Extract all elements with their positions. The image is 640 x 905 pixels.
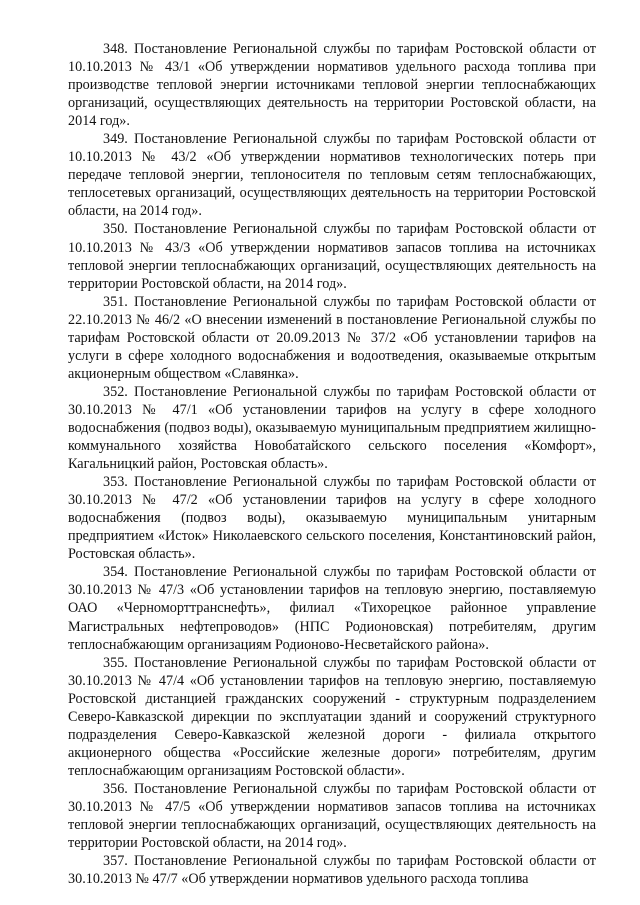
paragraph-354: 354. Постановление Региональной службы по тарифам Ростовской области от 30.10.2013 № 47/3 «Об установлении тарифов на тепловую энергию, поставляемую ОАО «Черноморттранснефть», филиал «Тихорецкое районное управление Магистральных нефтепроводов» (НПС Родионовская) потребителям, другим теплоснабжающим организациям Родионово-Несветайского района». bbox=[68, 564, 596, 653]
paragraph-357: 357. Постановление Региональной службы по тарифам Ростовской области от 30.10.2013 № 47/7 «Об утверждении нормативов удельного расхода топлива bbox=[68, 853, 596, 888]
paragraph-348: 348. Постановление Региональной службы по тарифам Ростовской области от 10.10.2013 № 43/1 «Об утверждении нормативов удельного расхода топлива при производстве тепловой энергии источниками тепловой энергии теплоснабжающих организаций, осуществляющих деятельность на территории Ростовской области, на 2014 год». bbox=[68, 41, 596, 130]
document-page bbox=[68, 40, 596, 888]
paragraph-349: 349. Постановление Региональной службы по тарифам Ростовской области от 10.10.2013 № 43/2 «Об утверждении нормативов технологических потерь при передаче тепловой энергии, теплоносителя по тепловым сетям теплоснабжающих, теплосетевых организаций, осуществляющих деятельность на территории Ростовской области, на 2014 год». bbox=[68, 131, 596, 220]
paragraph-356: 356. Постановление Региональной службы по тарифам Ростовской области от 30.10.2013 № 47/5 «Об утверждении нормативов запасов топлива на источниках тепловой энергии теплоснабжающих организаций, осуществляющих деятельность на территории Ростовской области, на 2014 год». bbox=[68, 780, 596, 852]
paragraph-355: 355. Постановление Региональной службы по тарифам Ростовской области от 30.10.2013 № 47/4 «Об установлении тарифов на тепловую энергию, поставляемую Ростовской дистанцией гражданских сооружений - структурным подразделением Северо-Кавказской дирекции по эксплуатации зданий и сооружений структурного подразделения Северо-Кавказской железной дороги - филиала открытого акционерного общества «Российские железные дороги» потребителям, другим теплоснабжающим организациям Ростовской области». bbox=[68, 654, 596, 779]
paragraph-352: 352. Постановление Региональной службы по тарифам Ростовской области от 30.10.2013 № 47/1 «Об установлении тарифов на услугу в сфере холодного водоснабжения (подвоз воды), оказываемую муниципальным предприятием жилищно-коммунального хозяйства Новобатайского сельского поселения «Комфорт», Кагальницкий район, Ростовская область». bbox=[68, 383, 596, 473]
paragraph-351: 351. Постановление Региональной службы по тарифам Ростовской области от 22.10.2013 № 46/2 «О внесении изменений в постановление Региональной службы по тарифам Ростовской области от 20.09.2013 № 37/2 «Об установлении тарифов на услуги в сфере холодного водоснабжения и водоотведения, оказываемые открытым акционерным обществом «Славянка». bbox=[68, 293, 596, 382]
paragraph-353: 353. Постановление Региональной службы по тарифам Ростовской области от 30.10.2013 № 47/2 «Об установлении тарифов на услугу в сфере холодного водоснабжения (подвоз воды), оказываемую муниципальным унитарным предприятием «Исток» Николаевского сельского поселения, Константиновский район, Ростовская область». bbox=[68, 474, 596, 563]
paragraph-350: 350. Постановление Региональной службы по тарифам Ростовской области от 10.10.2013 № 43/3 «Об утверждении нормативов запасов топлива на источниках тепловой энергии теплоснабжающих организаций, осуществляющих деятельность на территории Ростовской области, на 2014 год». bbox=[68, 221, 596, 292]
